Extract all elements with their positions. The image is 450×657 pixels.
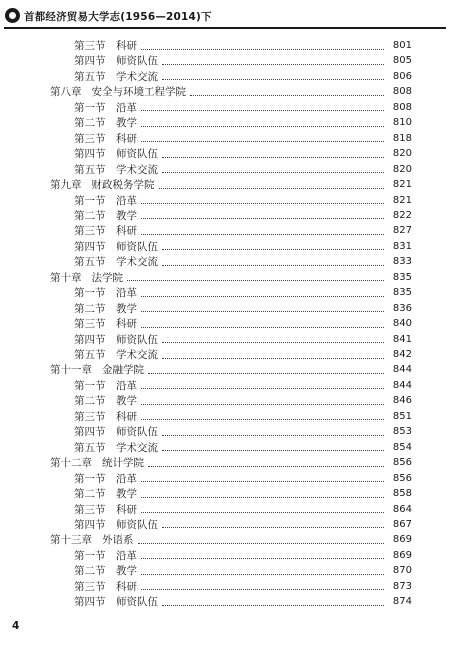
dot-leader	[190, 94, 384, 96]
dot-leader	[141, 217, 384, 219]
page-number: 844	[392, 379, 412, 391]
toc-section-entry	[74, 347, 412, 363]
dot-leader	[138, 542, 385, 544]
section-number: 第五节	[74, 256, 106, 269]
dot-leader	[141, 418, 384, 420]
section-number: 第三节	[74, 132, 106, 145]
toc-section-entry	[74, 223, 412, 239]
folio-page-number: 4	[12, 620, 20, 632]
page-number: 835	[392, 287, 412, 299]
section-number: 第三节	[74, 503, 106, 516]
section-number: 第二节	[74, 302, 106, 315]
section-title: 师资队伍	[116, 333, 158, 346]
section-number: 第二节	[74, 565, 106, 578]
dot-leader	[162, 264, 384, 266]
dot-leader	[141, 588, 384, 590]
toc-section-entry	[74, 378, 412, 394]
dot-leader	[141, 387, 384, 389]
section-number: 第二节	[74, 209, 106, 222]
dot-leader	[141, 233, 384, 235]
dot-leader	[141, 403, 384, 405]
section-title: 沿革	[116, 472, 137, 485]
page-number: 844	[392, 364, 412, 376]
section-number: 第四节	[74, 333, 106, 346]
section-title: 师资队伍	[116, 148, 158, 161]
toc-section-entry	[74, 115, 412, 131]
section-number: 第四节	[74, 518, 106, 531]
toc-section-entry	[74, 517, 412, 533]
toc-section-entry	[74, 393, 412, 409]
section-title: 师资队伍	[116, 426, 158, 439]
chapter-title: 法学院	[91, 271, 123, 284]
toc-section-entry	[74, 100, 412, 116]
toc-section-entry	[74, 563, 412, 579]
section-title: 教学	[116, 488, 137, 501]
page-number: 808	[392, 86, 412, 98]
toc-section-entry	[74, 502, 412, 518]
section-title: 师资队伍	[116, 240, 158, 253]
dot-leader	[162, 604, 384, 606]
page-number: 836	[392, 302, 412, 314]
chapter-title: 安全与环境工程学院	[91, 86, 186, 99]
section-number: 第四节	[74, 148, 106, 161]
university-logo-icon	[5, 8, 20, 23]
dot-leader	[141, 480, 384, 482]
page-number: 874	[392, 596, 412, 608]
dot-leader	[162, 449, 384, 451]
book-title: 首都经济贸易大学志(1956—2014)下	[24, 11, 212, 23]
dot-leader	[141, 202, 384, 204]
section-title: 科研	[116, 40, 137, 52]
dot-leader	[141, 326, 384, 328]
section-title: 学术交流	[116, 349, 158, 361]
toc-section-entry	[74, 301, 412, 317]
toc-section-entry	[74, 409, 412, 425]
section-number: 第四节	[74, 240, 106, 253]
toc-section-entry	[74, 332, 412, 348]
section-title: 沿革	[116, 549, 137, 562]
dot-leader	[141, 496, 384, 498]
page-number: 822	[392, 209, 412, 221]
dot-leader	[141, 557, 384, 559]
section-title: 科研	[116, 318, 137, 331]
page-number: 873	[392, 580, 412, 592]
page-number: 821	[392, 179, 412, 191]
dot-leader	[159, 187, 385, 189]
section-number: 第三节	[74, 40, 106, 52]
section-number: 第四节	[74, 426, 106, 439]
toc-section-entry	[74, 53, 412, 69]
section-number: 第二节	[74, 395, 106, 408]
section-title: 沿革	[116, 379, 137, 392]
page-number: 805	[392, 55, 412, 67]
page-number: 827	[392, 225, 412, 237]
chapter-number: 第十一章	[50, 364, 92, 377]
toc-section-entry	[74, 38, 412, 54]
dot-leader	[141, 109, 384, 111]
section-title: 教学	[116, 395, 137, 408]
dot-leader	[162, 434, 384, 436]
section-title: 科研	[116, 410, 137, 423]
page-number: 869	[392, 534, 412, 546]
section-title: 科研	[116, 580, 137, 593]
section-number: 第三节	[74, 410, 106, 423]
section-title: 教学	[116, 302, 137, 315]
section-title: 师资队伍	[116, 518, 158, 531]
toc-section-entry	[74, 285, 412, 301]
page-number: 808	[392, 101, 412, 113]
section-number: 第五节	[74, 441, 106, 454]
toc-section-entry	[74, 548, 412, 564]
page-number: 820	[392, 148, 412, 160]
page-number: 831	[392, 240, 412, 252]
section-number: 第四节	[74, 596, 106, 609]
chapter-title: 财政税务学院	[91, 179, 155, 192]
chapter-number: 第十三章	[50, 534, 92, 547]
toc-section-entry	[74, 131, 412, 147]
section-title: 师资队伍	[116, 55, 158, 68]
section-number: 第一节	[74, 101, 106, 114]
page-number: 870	[392, 565, 412, 577]
dot-leader	[162, 78, 384, 80]
chapter-title: 外语系	[102, 534, 134, 547]
chapter-number: 第八章	[50, 86, 82, 99]
section-title: 教学	[116, 209, 137, 222]
dot-leader	[162, 341, 384, 343]
section-title: 学术交流	[116, 256, 158, 269]
page-number: 841	[392, 333, 412, 345]
page-number: 856	[392, 457, 412, 469]
section-title: 教学	[116, 565, 137, 578]
section-number: 第五节	[74, 70, 106, 83]
dot-leader	[162, 63, 384, 65]
page-number: 842	[392, 349, 412, 360]
section-number: 第五节	[74, 349, 106, 361]
section-title: 沿革	[116, 194, 137, 207]
toc-chapter-entry	[50, 270, 412, 286]
toc-chapter-entry	[50, 362, 412, 378]
section-number: 第二节	[74, 488, 106, 501]
page-number: 806	[392, 70, 412, 82]
dot-leader	[162, 156, 384, 158]
page-number: 851	[392, 410, 412, 422]
toc-chapter-entry	[50, 177, 412, 193]
page-number: 821	[392, 194, 412, 206]
section-number: 第一节	[74, 194, 106, 207]
dot-leader	[127, 279, 384, 281]
section-number: 第一节	[74, 472, 106, 485]
section-title: 科研	[116, 225, 137, 238]
running-header	[0, 0, 450, 30]
toc-section-entry	[74, 162, 412, 178]
toc-section-entry	[74, 440, 412, 456]
section-number: 第一节	[74, 287, 106, 300]
page-number: 867	[392, 518, 412, 530]
section-title: 学术交流	[116, 163, 158, 176]
dot-leader	[141, 140, 384, 142]
dot-leader	[162, 526, 384, 528]
page-number: 858	[392, 488, 412, 500]
page-number: 801	[392, 40, 412, 51]
dot-leader	[141, 310, 384, 312]
section-number: 第四节	[74, 55, 106, 68]
page-number: 833	[392, 256, 412, 268]
toc-section-entry	[74, 594, 412, 610]
section-number: 第一节	[74, 549, 106, 562]
page-number: 854	[392, 441, 412, 453]
section-title: 沿革	[116, 287, 137, 300]
section-number: 第一节	[74, 379, 106, 392]
toc-section-entry	[74, 471, 412, 487]
section-number: 第三节	[74, 318, 106, 331]
toc-section-entry	[74, 486, 412, 502]
page-number: 869	[392, 549, 412, 561]
section-number: 第三节	[74, 225, 106, 238]
header-rule	[4, 27, 446, 29]
dot-leader	[141, 125, 384, 127]
dot-leader	[141, 48, 384, 50]
dot-leader	[141, 511, 384, 513]
toc-section-entry	[74, 424, 412, 440]
chapter-title: 金融学院	[102, 364, 144, 377]
toc-section-entry	[74, 239, 412, 255]
toc-section-entry	[74, 69, 412, 85]
dot-leader	[148, 372, 384, 374]
toc-section-entry	[74, 193, 412, 209]
dot-leader	[162, 357, 384, 359]
page-number: 810	[392, 117, 412, 129]
page-number: 835	[392, 271, 412, 283]
toc-section-entry	[74, 316, 412, 332]
page-number: 856	[392, 472, 412, 484]
page-number: 820	[392, 163, 412, 175]
toc-chapter-entry	[50, 532, 412, 548]
chapter-number: 第九章	[50, 179, 82, 192]
section-title: 科研	[116, 503, 137, 516]
toc-chapter-entry	[50, 84, 412, 100]
section-title: 沿革	[116, 101, 137, 114]
section-title: 教学	[116, 117, 137, 130]
page-number: 864	[392, 503, 412, 515]
section-number: 第五节	[74, 163, 106, 176]
toc-chapter-entry	[50, 455, 412, 471]
toc-section-entry	[74, 579, 412, 595]
page-number: 846	[392, 395, 412, 407]
page-number: 818	[392, 132, 412, 144]
dot-leader	[141, 295, 384, 297]
dot-leader	[148, 465, 384, 467]
dot-leader	[162, 171, 384, 173]
dot-leader	[141, 573, 384, 575]
section-number: 第三节	[74, 580, 106, 593]
toc-section-entry	[74, 208, 412, 224]
section-title: 师资队伍	[116, 596, 158, 609]
chapter-number: 第十二章	[50, 457, 92, 470]
section-title: 学术交流	[116, 70, 158, 83]
page-number: 840	[392, 318, 412, 330]
dot-leader	[162, 248, 384, 250]
toc-section-entry	[74, 146, 412, 162]
chapter-title: 统计学院	[102, 457, 144, 470]
section-number: 第二节	[74, 117, 106, 130]
toc-section-entry	[74, 254, 412, 270]
section-title: 学术交流	[116, 441, 158, 454]
section-title: 科研	[116, 132, 137, 145]
page-number: 853	[392, 426, 412, 438]
chapter-number: 第十章	[50, 271, 82, 284]
